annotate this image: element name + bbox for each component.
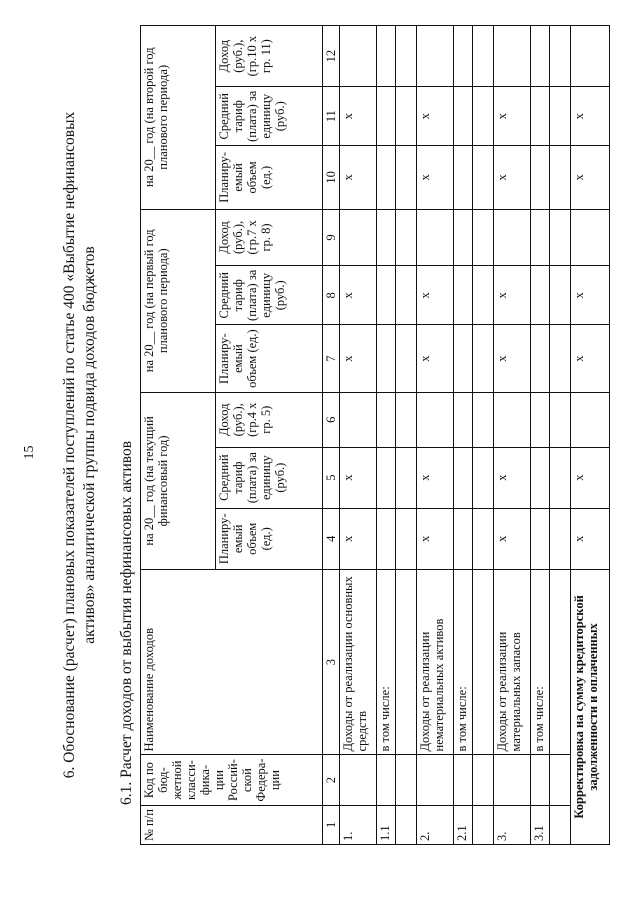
column-number: 3 <box>323 569 340 755</box>
row-tariff-1: х <box>494 447 531 508</box>
header-tariff-2: Средний тариф (плата) за единицу (руб.) <box>216 266 323 325</box>
income-table <box>140 25 610 845</box>
row-income-2 <box>571 209 610 266</box>
table-row <box>531 26 550 845</box>
table-row-empty <box>473 26 494 845</box>
header-income-1: Доход (руб.), (гр.4 х гр. 5) <box>216 392 323 447</box>
subsection-heading: 6.1. Расчет доходов от выбытия нефинансовых активов <box>118 440 135 805</box>
row-code <box>417 755 454 805</box>
row-code <box>494 755 531 805</box>
row-income-3 <box>571 26 610 87</box>
row-name: в том числе: <box>377 569 396 755</box>
row-tariff-2: х <box>494 266 531 325</box>
column-number: 4 <box>323 508 340 569</box>
table-row-empty <box>550 26 571 845</box>
table-row <box>454 26 473 845</box>
table-row <box>340 26 377 845</box>
row-income-3 <box>340 26 377 87</box>
column-number: 12 <box>323 26 340 87</box>
row-name: в том числе: <box>531 569 550 755</box>
row-num: 3.1 <box>531 805 550 844</box>
header-code: Код по бюд-жетной класси-фика-ции Россий-ской Федера-ции <box>141 755 323 805</box>
column-number: 2 <box>323 755 340 805</box>
column-number: 1 <box>323 805 340 844</box>
row-tariff-3: х <box>571 87 610 146</box>
row-income-2 <box>417 209 454 266</box>
column-number: 9 <box>323 209 340 266</box>
row-volume-2: х <box>417 325 454 393</box>
row-tariff-3: х <box>494 87 531 146</box>
row-num: 1. <box>340 805 377 844</box>
row-income-1 <box>571 392 610 447</box>
row-tariff-3: х <box>417 87 454 146</box>
row-volume-2: х <box>340 325 377 393</box>
header-row <box>141 26 216 845</box>
row-tariff-2: х <box>417 266 454 325</box>
header-year-3: на 20__ год (на второй год планового периода) <box>141 26 216 210</box>
row-volume-3: х <box>417 146 454 209</box>
row-num: 3. <box>494 805 531 844</box>
row-tariff-3: х <box>340 87 377 146</box>
header-income-3: Доход (руб.), (гр.10 х гр. 11) <box>216 26 323 87</box>
header-income-2: Доход (руб.), (гр.7 х гр. 8) <box>216 209 323 266</box>
header-name: Наименование доходов <box>141 569 323 755</box>
header-tariff-1: Средний тариф (плата) за единицу (руб.) <box>216 447 323 508</box>
row-tariff-2: х <box>340 266 377 325</box>
column-number: 6 <box>323 392 340 447</box>
row-income-1 <box>340 392 377 447</box>
row-volume-3: х <box>494 146 531 209</box>
row-name: в том числе: <box>454 569 473 755</box>
page-number: 15 <box>22 445 37 460</box>
row-income-2 <box>494 209 531 266</box>
table-row <box>571 26 610 845</box>
row-tariff-2: х <box>571 266 610 325</box>
row-income-1 <box>494 392 531 447</box>
row-income-3 <box>494 26 531 87</box>
header-tariff-3: Средний тариф (плата) за единицу (руб.) <box>216 87 323 146</box>
column-number: 5 <box>323 447 340 508</box>
column-number-row <box>323 26 340 845</box>
column-number: 10 <box>323 146 340 209</box>
row-name: Доходы от реализации основных средств <box>340 569 377 755</box>
row-volume-1: х <box>571 508 610 569</box>
row-volume-1: х <box>494 508 531 569</box>
header-num: № п/п <box>141 805 323 844</box>
row-code <box>340 755 377 805</box>
table-row-empty <box>396 26 417 845</box>
table-row <box>494 26 531 845</box>
header-volume-1: Планиру-емый объем (ед.) <box>216 508 323 569</box>
header-year-1: на 20__ год (на текущий финансовый год) <box>141 392 216 569</box>
row-income-1 <box>417 392 454 447</box>
row-income-2 <box>340 209 377 266</box>
row-volume-2: х <box>494 325 531 393</box>
row-num: 2. <box>417 805 454 844</box>
row-name: Доходы от реализации материальных запасов <box>494 569 531 755</box>
header-volume-2: Планиру-емый объем (ед.) <box>216 325 323 393</box>
row-tariff-1: х <box>417 447 454 508</box>
row-tariff-1: х <box>571 447 610 508</box>
row-num: 1.1 <box>377 805 396 844</box>
row-volume-1: х <box>417 508 454 569</box>
row-volume-3: х <box>571 146 610 209</box>
column-number: 8 <box>323 266 340 325</box>
column-number: 7 <box>323 325 340 393</box>
row-num: 2.1 <box>454 805 473 844</box>
header-volume-3: Планиру-емый объем (ед.) <box>216 146 323 209</box>
row-name: Корректировка на сумму кредиторской задолженности и оплаченных <box>571 569 610 844</box>
row-volume-3: х <box>340 146 377 209</box>
row-income-3 <box>417 26 454 87</box>
row-tariff-1: х <box>340 447 377 508</box>
row-name: Доходы от реализации нематериальных активов <box>417 569 454 755</box>
table-row <box>377 26 396 845</box>
row-volume-2: х <box>571 325 610 393</box>
row-volume-1: х <box>340 508 377 569</box>
column-number: 11 <box>323 87 340 146</box>
section-heading: 6. Обоснование (расчет) плановых показателей поступлений по статье 400 «Выбытие нефинансовых активов» аналитической группы подвида доходов бюджетов <box>61 111 98 779</box>
header-year-2: на 20__ год (на первый год планового периода) <box>141 209 216 392</box>
table-row <box>417 26 454 845</box>
